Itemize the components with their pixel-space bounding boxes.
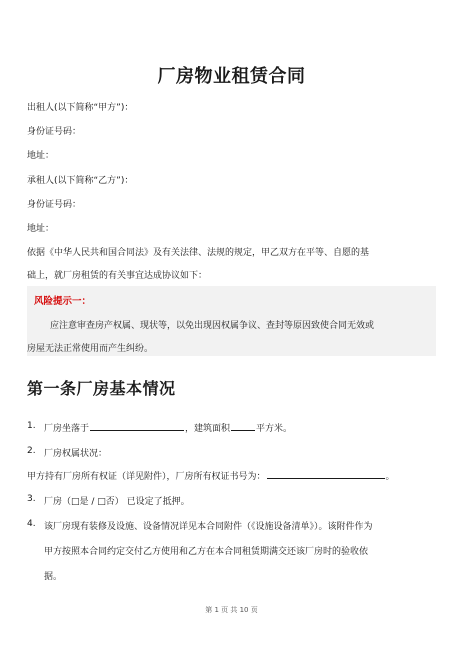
- item-1-number: 1.: [27, 421, 36, 431]
- area-blank-field: [231, 421, 255, 431]
- page-number-footer: 第 1 页 共 10 页: [205, 606, 258, 614]
- item-1-area-label: ，建筑面积: [185, 424, 231, 434]
- intro-line-1: 依据《中华人民共和国合同法》及有关法律、法规的规定，甲乙双方在平等、自愿的基: [27, 248, 370, 258]
- ownership-certificate-line: [27, 469, 395, 482]
- item-1-text: [44, 421, 292, 434]
- item-3-text: 厂房（□是 / □否） 已设定了抵押。: [44, 497, 190, 507]
- location-blank-field: [90, 421, 184, 431]
- intro-line-2: 础上，就厂房租赁的有关事宜达成协议如下：: [27, 271, 208, 281]
- risk-notice-line-2: 房屋无法正常使用而产生纠纷。: [27, 344, 154, 354]
- item-4-number: 4.: [27, 519, 36, 529]
- section-1-heading: 第一条厂房基本情况: [27, 379, 176, 398]
- lessee-address-label: 地址：: [27, 224, 55, 234]
- lessee-label: 承租人(以下简称“乙方”)：: [27, 176, 134, 186]
- lessor-label: 出租人(以下简称“甲方”)：: [27, 103, 134, 113]
- item-2-text: 厂房权属状况：: [44, 449, 108, 459]
- lessor-address-label: 地址：: [27, 151, 55, 161]
- item-1-location-label: 厂房坐落于: [44, 424, 90, 434]
- certificate-number-blank-field: [267, 469, 385, 479]
- lessor-id-label: 身份证号码：: [27, 127, 82, 137]
- risk-notice-line-1: 应注意审查房产权属、现状等，以免出现因权属争议、查封等原因致使合同无效或: [50, 321, 375, 331]
- document-title: 厂房物业租赁合同: [157, 66, 306, 87]
- certificate-line-end: 。: [385, 472, 395, 482]
- lessee-id-label: 身份证号码：: [27, 200, 82, 210]
- risk-notice-title: 风险提示一：: [34, 296, 92, 307]
- item-4-line-3: 据。: [44, 572, 63, 582]
- item-3-number: 3.: [27, 494, 36, 504]
- ownership-certificate-label: 甲方持有厂房所有权证（详见附件），厂房所有权证书号为：: [27, 472, 266, 482]
- item-4-line-1: 该厂房现有装修及设施、设备情况详见本合同附件（《设施设备清单》）。该附件作为: [44, 522, 373, 532]
- item-1-unit: 平方米。: [256, 424, 293, 434]
- item-2-number: 2.: [27, 446, 36, 456]
- item-4-line-2: 甲方按照本合同约定交付乙方使用和乙方在本合同租赁期满交还该厂房时的验收依: [44, 547, 369, 557]
